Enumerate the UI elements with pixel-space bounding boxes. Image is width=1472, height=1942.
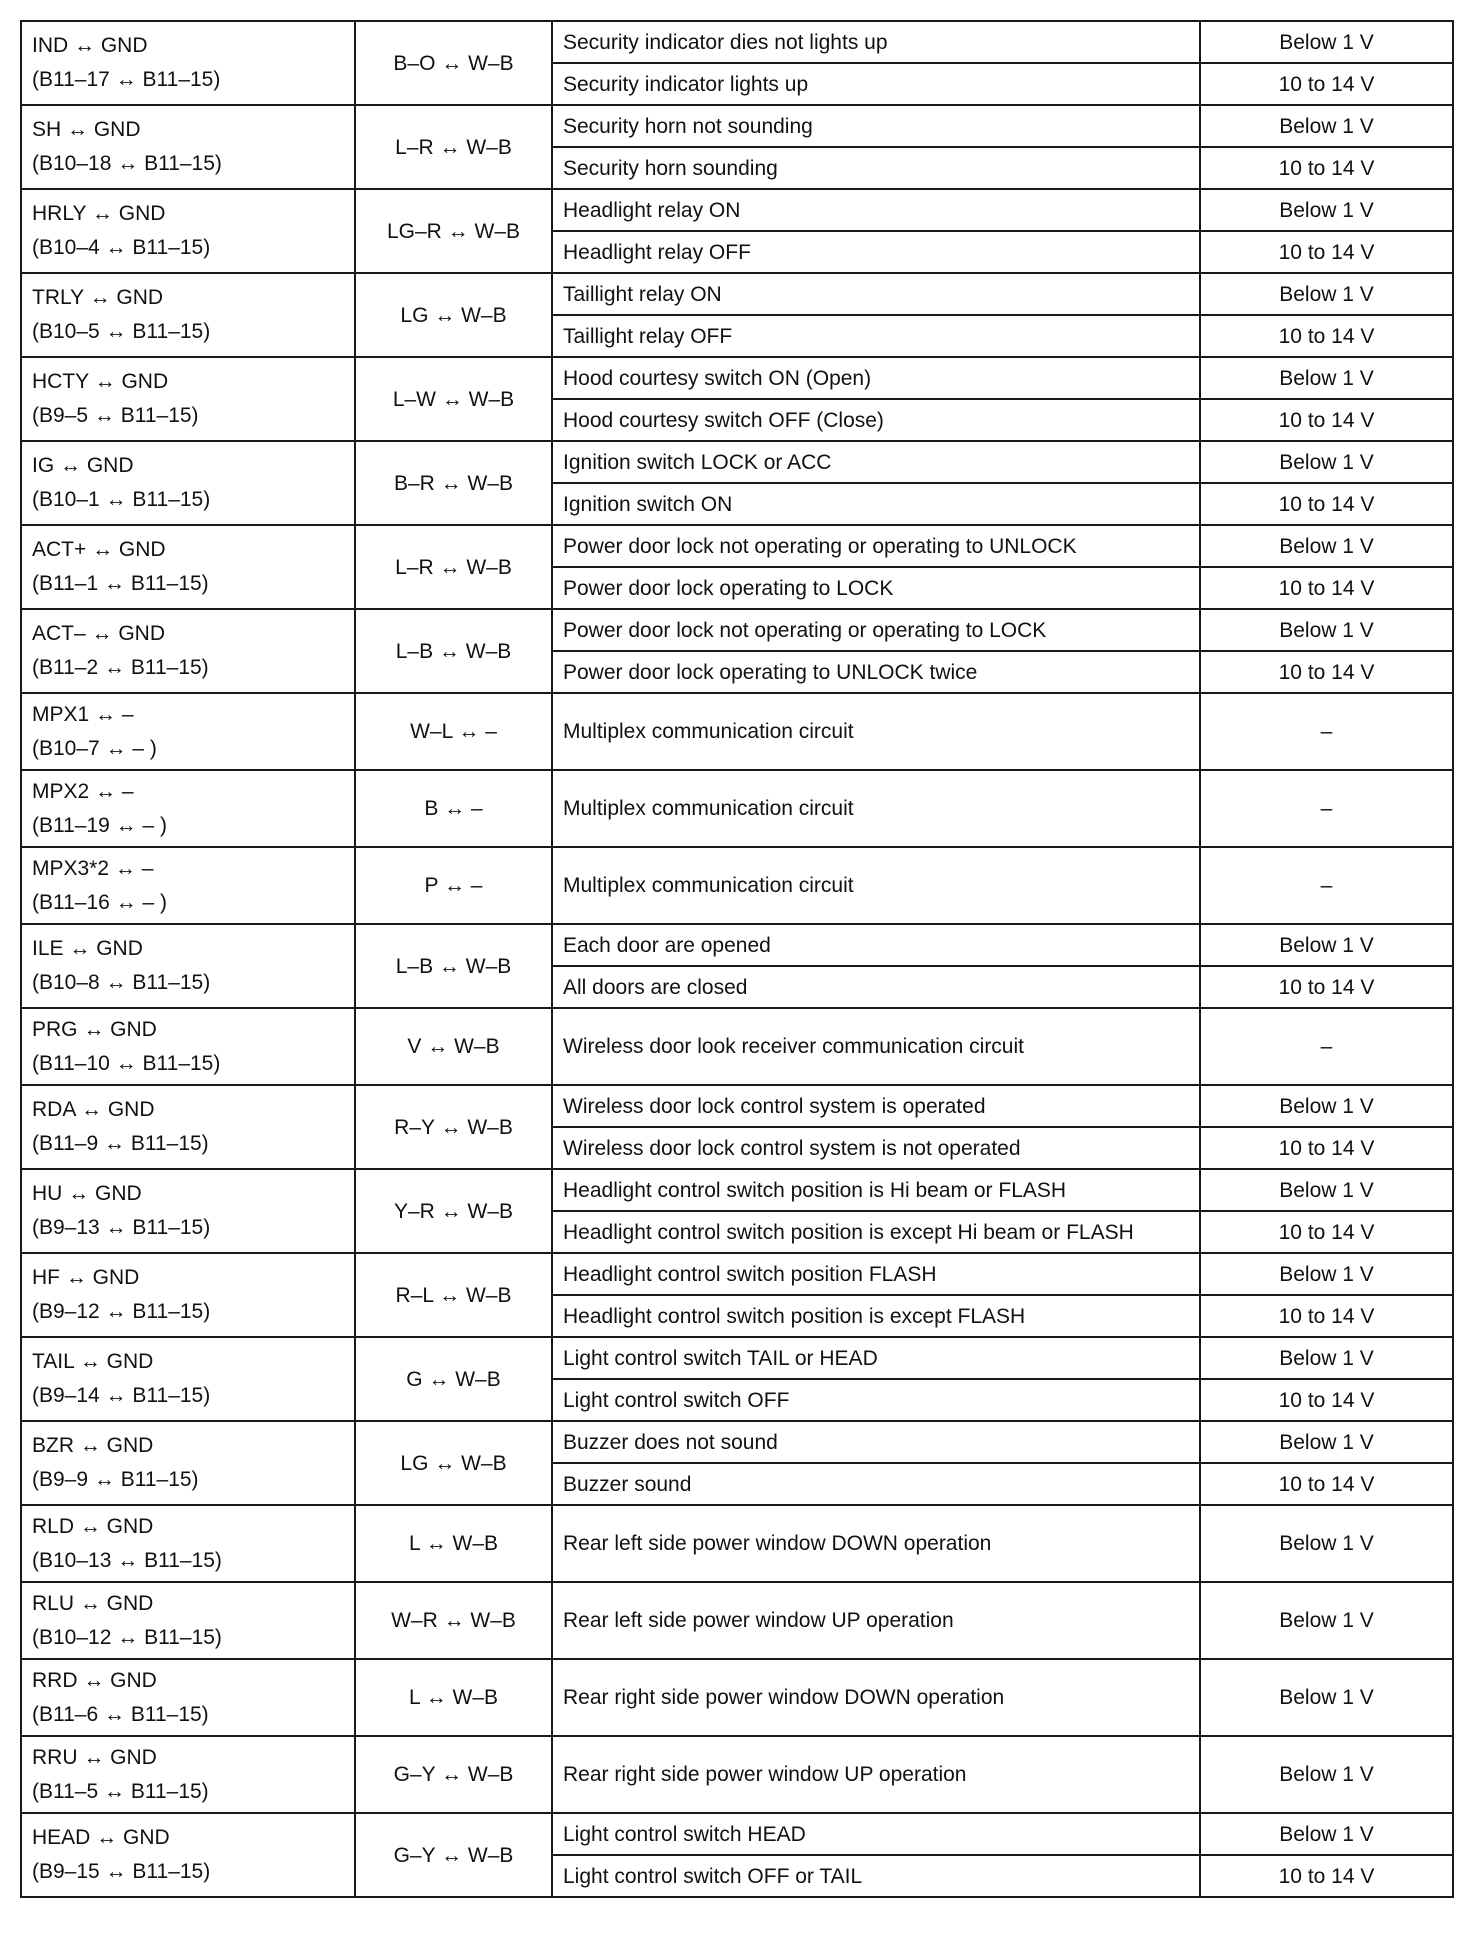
terminal-name: TRLY ↔ GND	[32, 286, 164, 309]
table-row	[21, 1813, 1453, 1855]
terminal-cell	[21, 924, 355, 1008]
wire-color-cell: W–L ↔ –	[355, 693, 552, 770]
specified-condition-cell: 10 to 14 V	[1200, 1127, 1453, 1169]
terminal-cell	[21, 1008, 355, 1085]
terminal-cell	[21, 273, 355, 357]
terminal-name: SH ↔ GND	[32, 118, 141, 141]
specified-condition-cell: 10 to 14 V	[1200, 147, 1453, 189]
terminal-name: ACT+ ↔ GND	[32, 538, 166, 561]
terminal-cell	[21, 1659, 355, 1736]
condition-cell: Taillight relay ON	[552, 273, 1200, 315]
specified-condition-cell: 10 to 14 V	[1200, 651, 1453, 693]
wire-color-cell: G–Y ↔ W–B	[355, 1813, 552, 1897]
specified-condition-cell: Below 1 V	[1200, 1505, 1453, 1582]
specified-condition-cell: 10 to 14 V	[1200, 63, 1453, 105]
terminal-pins: (B11–2 ↔ B11–15)	[32, 656, 209, 679]
terminal-name: HU ↔ GND	[32, 1182, 142, 1205]
terminal-cell	[21, 847, 355, 924]
terminal-pins: (B11–9 ↔ B11–15)	[32, 1132, 209, 1155]
wire-color-cell: L–R ↔ W–B	[355, 525, 552, 609]
terminal-pins: (B10–7 ↔ – )	[32, 736, 157, 760]
wire-color-cell: P ↔ –	[355, 847, 552, 924]
terminal-cell	[21, 357, 355, 441]
condition-cell: Headlight control switch position is except FLASH	[552, 1295, 1200, 1337]
terminal-pins: (B11–6 ↔ B11–15)	[32, 1702, 209, 1726]
condition-cell: Headlight relay ON	[552, 189, 1200, 231]
specified-condition-cell: Below 1 V	[1200, 609, 1453, 651]
wire-color-cell: G–Y ↔ W–B	[355, 1736, 552, 1813]
condition-cell: Wireless door lock control system is operated	[552, 1085, 1200, 1127]
condition-cell: Power door lock operating to UNLOCK twice	[552, 651, 1200, 693]
terminal-pins: (B9–15 ↔ B11–15)	[32, 1860, 211, 1883]
terminal-pins: (B10–12 ↔ B11–15)	[32, 1625, 222, 1649]
wire-color-cell: L–R ↔ W–B	[355, 105, 552, 189]
wire-color-cell: L–B ↔ W–B	[355, 609, 552, 693]
specified-condition-cell: 10 to 14 V	[1200, 315, 1453, 357]
terminal-name: ILE ↔ GND	[32, 937, 143, 960]
specified-condition-cell: Below 1 V	[1200, 525, 1453, 567]
terminal-cell	[21, 609, 355, 693]
condition-cell: Ignition switch ON	[552, 483, 1200, 525]
specified-condition-cell: Below 1 V	[1200, 1659, 1453, 1736]
wire-color-cell: B–O ↔ W–B	[355, 21, 552, 105]
terminal-cell	[21, 1582, 355, 1659]
table-row	[21, 1169, 1453, 1211]
terminal-name: MPX1 ↔ –	[32, 702, 134, 726]
condition-cell: Light control switch OFF or TAIL	[552, 1855, 1200, 1897]
table-row	[21, 189, 1453, 231]
condition-cell: Buzzer sound	[552, 1463, 1200, 1505]
terminal-name: ACT– ↔ GND	[32, 622, 166, 645]
terminal-name: RLU ↔ GND	[32, 1591, 154, 1615]
terminal-cell	[21, 1505, 355, 1582]
specified-condition-cell: –	[1200, 770, 1453, 847]
terminal-pins: (B10–8 ↔ B11–15)	[32, 971, 211, 994]
specified-condition-cell: Below 1 V	[1200, 273, 1453, 315]
wire-color-cell: R–Y ↔ W–B	[355, 1085, 552, 1169]
specified-condition-cell: 10 to 14 V	[1200, 1211, 1453, 1253]
specified-condition-cell: 10 to 14 V	[1200, 1855, 1453, 1897]
terminal-name: TAIL ↔ GND	[32, 1350, 154, 1373]
condition-cell: Light control switch TAIL or HEAD	[552, 1337, 1200, 1379]
terminal-cell	[21, 693, 355, 770]
table-row	[21, 1337, 1453, 1379]
specified-condition-cell: 10 to 14 V	[1200, 231, 1453, 273]
condition-cell: Rear left side power window DOWN operation	[552, 1505, 1200, 1582]
table-row	[21, 441, 1453, 483]
terminal-pins: (B9–13 ↔ B11–15)	[32, 1216, 211, 1239]
terminal-cell	[21, 1813, 355, 1897]
condition-cell: Rear right side power window DOWN operation	[552, 1659, 1200, 1736]
terminal-cell	[21, 770, 355, 847]
terminal-pins: (B11–1 ↔ B11–15)	[32, 572, 209, 595]
terminal-pins: (B11–16 ↔ – )	[32, 890, 168, 914]
condition-cell: Hood courtesy switch ON (Open)	[552, 357, 1200, 399]
terminal-name: HF ↔ GND	[32, 1266, 140, 1289]
terminal-cell	[21, 525, 355, 609]
specified-condition-cell: Below 1 V	[1200, 1337, 1453, 1379]
terminal-name: MPX3*2 ↔ –	[32, 856, 154, 880]
condition-cell: Multiplex communication circuit	[552, 847, 1200, 924]
terminal-inspection-table	[20, 20, 1454, 1898]
specified-condition-cell: –	[1200, 693, 1453, 770]
terminal-pins: (B9–12 ↔ B11–15)	[32, 1300, 211, 1323]
terminal-pins: (B9–14 ↔ B11–15)	[32, 1384, 211, 1407]
table-row	[21, 357, 1453, 399]
terminal-cell	[21, 1085, 355, 1169]
wire-color-cell: L–B ↔ W–B	[355, 924, 552, 1008]
specified-condition-cell: 10 to 14 V	[1200, 1295, 1453, 1337]
condition-cell: Power door lock not operating or operating to UNLOCK	[552, 525, 1200, 567]
specified-condition-cell: –	[1200, 1008, 1453, 1085]
wire-color-cell: L ↔ W–B	[355, 1659, 552, 1736]
terminal-name: IG ↔ GND	[32, 454, 134, 477]
terminal-cell	[21, 1736, 355, 1813]
condition-cell: Light control switch HEAD	[552, 1813, 1200, 1855]
specified-condition-cell: Below 1 V	[1200, 924, 1453, 966]
terminal-pins: (B11–19 ↔ – )	[32, 813, 168, 837]
condition-cell: Headlight control switch position FLASH	[552, 1253, 1200, 1295]
specified-condition-cell: Below 1 V	[1200, 441, 1453, 483]
terminal-pins: (B10–1 ↔ B11–15)	[32, 488, 211, 511]
condition-cell: Headlight relay OFF	[552, 231, 1200, 273]
table-row	[21, 1736, 1453, 1813]
condition-cell: Power door lock not operating or operating to LOCK	[552, 609, 1200, 651]
condition-cell: Security indicator dies not lights up	[552, 21, 1200, 63]
condition-cell: Wireless door lock control system is not operated	[552, 1127, 1200, 1169]
wire-color-cell: B–R ↔ W–B	[355, 441, 552, 525]
terminal-name: HCTY ↔ GND	[32, 370, 169, 393]
specified-condition-cell: 10 to 14 V	[1200, 399, 1453, 441]
terminal-cell	[21, 21, 355, 105]
condition-cell: Security horn not sounding	[552, 105, 1200, 147]
specified-condition-cell: 10 to 14 V	[1200, 1463, 1453, 1505]
specified-condition-cell: 10 to 14 V	[1200, 483, 1453, 525]
specified-condition-cell: 10 to 14 V	[1200, 1379, 1453, 1421]
condition-cell: Buzzer does not sound	[552, 1421, 1200, 1463]
terminal-cell	[21, 189, 355, 273]
wire-color-cell: LG ↔ W–B	[355, 273, 552, 357]
specified-condition-cell: Below 1 V	[1200, 1813, 1453, 1855]
table-row	[21, 1085, 1453, 1127]
table-row	[21, 105, 1453, 147]
table-row	[21, 693, 1453, 770]
terminal-pins: (B10–5 ↔ B11–15)	[32, 320, 211, 343]
specified-condition-cell: Below 1 V	[1200, 105, 1453, 147]
terminal-name: HRLY ↔ GND	[32, 202, 166, 225]
specified-condition-cell: Below 1 V	[1200, 189, 1453, 231]
specified-condition-cell: 10 to 14 V	[1200, 966, 1453, 1008]
table-row	[21, 1505, 1453, 1582]
terminal-cell	[21, 441, 355, 525]
terminal-cell	[21, 1253, 355, 1337]
terminal-pins: (B9–9 ↔ B11–15)	[32, 1468, 199, 1491]
terminal-cell	[21, 1337, 355, 1421]
table-body	[21, 21, 1453, 1897]
terminal-cell	[21, 1421, 355, 1505]
condition-cell: Security indicator lights up	[552, 63, 1200, 105]
terminal-name: BZR ↔ GND	[32, 1434, 154, 1457]
wire-color-cell: W–R ↔ W–B	[355, 1582, 552, 1659]
condition-cell: Each door are opened	[552, 924, 1200, 966]
wire-color-cell: G ↔ W–B	[355, 1337, 552, 1421]
terminal-name: RRD ↔ GND	[32, 1668, 157, 1692]
terminal-name: RLD ↔ GND	[32, 1514, 154, 1538]
specified-condition-cell: 10 to 14 V	[1200, 567, 1453, 609]
table-row	[21, 1659, 1453, 1736]
wire-color-cell: L–W ↔ W–B	[355, 357, 552, 441]
wire-color-cell: B ↔ –	[355, 770, 552, 847]
table-row	[21, 609, 1453, 651]
wire-color-cell: R–L ↔ W–B	[355, 1253, 552, 1337]
terminal-name: PRG ↔ GND	[32, 1017, 157, 1041]
terminal-pins: (B11–5 ↔ B11–15)	[32, 1779, 209, 1803]
table-row	[21, 1582, 1453, 1659]
condition-cell: Rear right side power window UP operation	[552, 1736, 1200, 1813]
condition-cell: Power door lock operating to LOCK	[552, 567, 1200, 609]
terminal-pins: (B10–13 ↔ B11–15)	[32, 1548, 222, 1572]
condition-cell: Ignition switch LOCK or ACC	[552, 441, 1200, 483]
condition-cell: Multiplex communication circuit	[552, 693, 1200, 770]
terminal-name: RRU ↔ GND	[32, 1745, 157, 1769]
terminal-pins: (B9–5 ↔ B11–15)	[32, 404, 199, 427]
condition-cell: Wireless door look receiver communication circuit	[552, 1008, 1200, 1085]
specified-condition-cell: Below 1 V	[1200, 1421, 1453, 1463]
condition-cell: Light control switch OFF	[552, 1379, 1200, 1421]
terminal-pins: (B10–18 ↔ B11–15)	[32, 152, 222, 175]
table-row	[21, 1008, 1453, 1085]
condition-cell: Headlight control switch position is except Hi beam or FLASH	[552, 1211, 1200, 1253]
table-row	[21, 924, 1453, 966]
terminal-cell	[21, 1169, 355, 1253]
terminal-cell	[21, 105, 355, 189]
condition-cell: Hood courtesy switch OFF (Close)	[552, 399, 1200, 441]
terminal-name: HEAD ↔ GND	[32, 1826, 170, 1849]
terminal-name: MPX2 ↔ –	[32, 779, 134, 803]
specified-condition-cell: Below 1 V	[1200, 1736, 1453, 1813]
specified-condition-cell: Below 1 V	[1200, 1582, 1453, 1659]
condition-cell: Taillight relay OFF	[552, 315, 1200, 357]
table-row	[21, 273, 1453, 315]
condition-cell: Security horn sounding	[552, 147, 1200, 189]
wire-color-cell: L ↔ W–B	[355, 1505, 552, 1582]
specified-condition-cell: –	[1200, 847, 1453, 924]
specified-condition-cell: Below 1 V	[1200, 357, 1453, 399]
table-row	[21, 847, 1453, 924]
terminal-pins: (B10–4 ↔ B11–15)	[32, 236, 211, 259]
wire-color-cell: LG–R ↔ W–B	[355, 189, 552, 273]
condition-cell: Multiplex communication circuit	[552, 770, 1200, 847]
wire-color-cell: Y–R ↔ W–B	[355, 1169, 552, 1253]
table-row	[21, 1253, 1453, 1295]
terminal-pins: (B11–10 ↔ B11–15)	[32, 1051, 221, 1075]
specified-condition-cell: Below 1 V	[1200, 1253, 1453, 1295]
wire-color-cell: LG ↔ W–B	[355, 1421, 552, 1505]
wire-color-cell: V ↔ W–B	[355, 1008, 552, 1085]
terminal-name: IND ↔ GND	[32, 34, 148, 57]
table-row	[21, 770, 1453, 847]
specified-condition-cell: Below 1 V	[1200, 1085, 1453, 1127]
table-row	[21, 21, 1453, 63]
table-row	[21, 525, 1453, 567]
table-row	[21, 1421, 1453, 1463]
specified-condition-cell: Below 1 V	[1200, 21, 1453, 63]
condition-cell: All doors are closed	[552, 966, 1200, 1008]
condition-cell: Rear left side power window UP operation	[552, 1582, 1200, 1659]
condition-cell: Headlight control switch position is Hi beam or FLASH	[552, 1169, 1200, 1211]
terminal-name: RDA ↔ GND	[32, 1098, 155, 1121]
specified-condition-cell: Below 1 V	[1200, 1169, 1453, 1211]
terminal-pins: (B11–17 ↔ B11–15)	[32, 68, 221, 91]
